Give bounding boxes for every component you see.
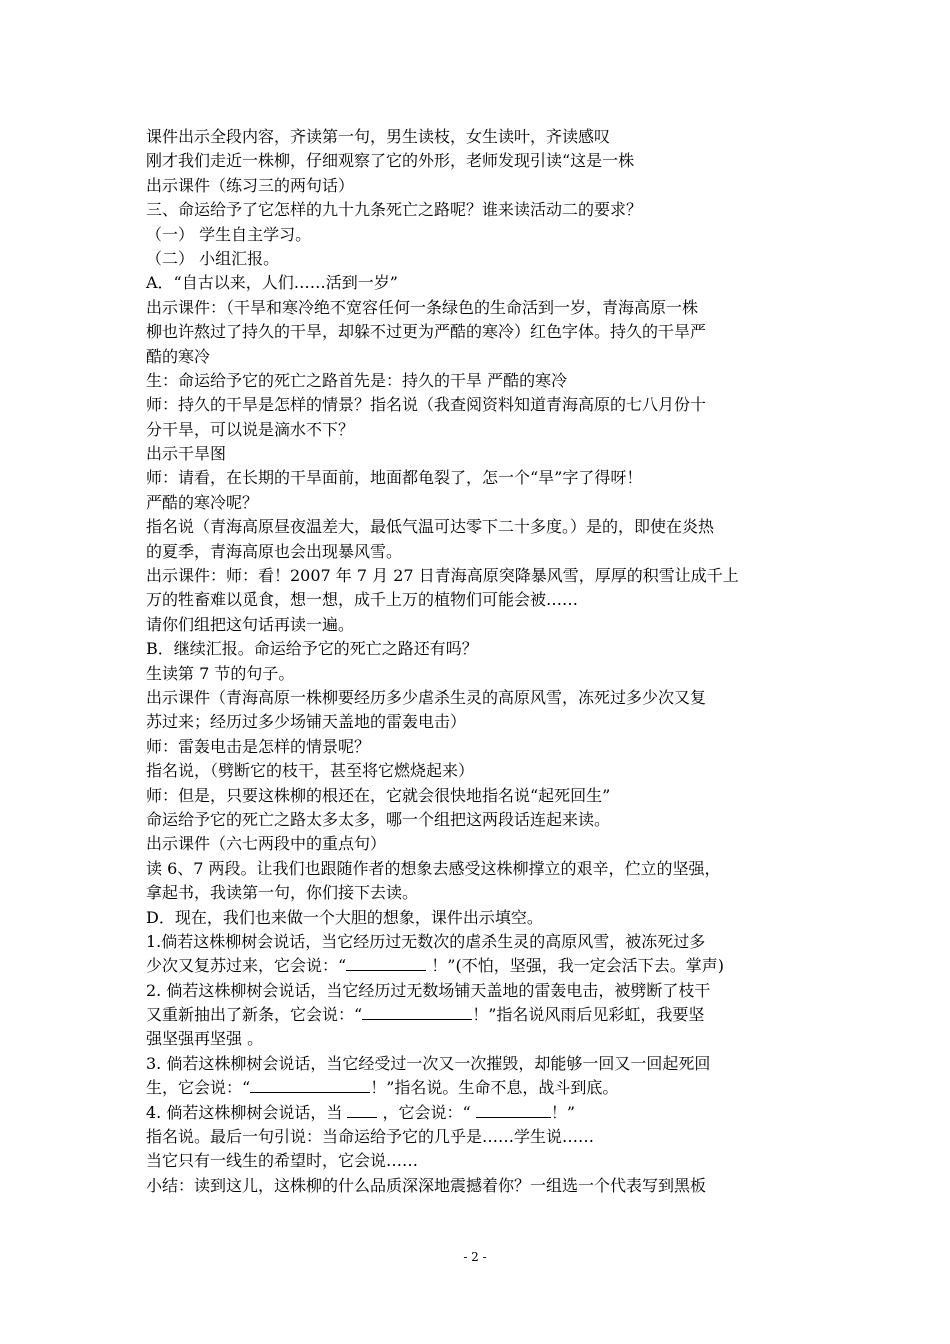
fill-in-line-1 <box>146 954 814 978</box>
text-line: 师：雷轰电击是怎样的情景呢？ <box>146 736 371 756</box>
fill-text: ！”指名说。生命不息，战斗到底。 <box>370 1078 619 1098</box>
text-line: 刚才我们走近一株柳，仔细观察了它的外形，老师发现引读“这是一株 <box>146 151 635 171</box>
text-line: 强坚强再坚强 。 <box>146 1029 264 1049</box>
text-line: 请你们组把这句话再读一遍。 <box>146 614 355 634</box>
text-line: 师：请看，在长期的干旱面前，地面都龟裂了，怎一个“旱”字了得呀！ <box>146 468 643 488</box>
text-line: 柳也许熬过了持久的干旱，却躲不过更为严酷的寒冷）红色字体。持久的干旱严 <box>146 322 707 342</box>
text-line: 3. 倘若这株柳树会说话，当它经受过一次又一次摧毁，却能够一回又一回起死回 <box>146 1053 711 1073</box>
answer-blank-4a <box>347 1101 377 1118</box>
text-line: 出示课件（六七两段中的重点句） <box>146 834 387 854</box>
text-line: 三、命运给予了它怎样的九十九条死亡之路呢？谁来读活动二的要求？ <box>146 200 643 220</box>
fill-text: ！”指名说风雨后见彩虹，我要坚 <box>472 1005 705 1025</box>
text-line: 师：但是，只要这株柳的根还在，它就会很快地指名说“起死回生” <box>146 785 611 805</box>
text-line: 出示干旱图 <box>146 444 227 464</box>
fill-text: ！” <box>550 1102 575 1122</box>
text-line: 分干旱，可以说是滴水不下？ <box>146 419 355 439</box>
text-line: 小结：读到这儿，这株柳的什么品质深深地震撼着你？一组选一个代表写到黑板 <box>146 1175 707 1195</box>
text-line: 的夏季，青海高原也会出现暴风雪。 <box>146 541 403 561</box>
text-line: （一） 学生自主学习。 <box>146 224 312 244</box>
text-line: 指名说。最后一句引说：当命运给予它的几乎是……学生说…… <box>146 1127 595 1147</box>
fill-text: 4. 倘若这株柳树会说话，当 <box>146 1102 348 1122</box>
answer-blank-3 <box>250 1076 370 1093</box>
fill-text: ，它会说：“ <box>377 1102 476 1122</box>
fill-text: ！”(不怕，坚强，我一定会活下去。掌声) <box>426 956 724 976</box>
text-line: 当它只有一线生的希望时，它会说…… <box>146 1151 419 1171</box>
fill-text: 生，它会说：“ <box>146 1078 251 1098</box>
text-line: 生读第 7 节的句子。 <box>146 663 295 683</box>
text-line: 酷的寒冷 <box>146 346 211 366</box>
fill-in-line-3 <box>146 1076 814 1100</box>
text-line: D．现在，我们也来做一个大胆的想象，课件出示填空。 <box>146 907 543 927</box>
document-body <box>146 125 814 1198</box>
text-line: B．继续汇报。命运给予它的死亡之路还有吗？ <box>146 639 478 659</box>
text-line: 2. 倘若这株柳树会说话，当它经历过无数场铺天盖地的雷轰电击，被劈断了枝干 <box>146 980 711 1000</box>
text-line: 1.倘若这株柳树会说话，当它经历过无数次的虐杀生灵的高原风雪，被冻死过多 <box>146 931 706 951</box>
text-line: 命运给予它的死亡之路太多太多，哪一个组把这两段话连起来读。 <box>146 809 611 829</box>
text-line: 苏过来；经历过多少场铺天盖地的雷轰电击） <box>146 712 467 732</box>
fill-in-line-2 <box>146 1003 814 1027</box>
answer-blank-4b <box>476 1101 551 1118</box>
fill-in-line-4 <box>146 1101 814 1125</box>
text-line: 指名说（青海高原昼夜温差大，最低气温可达零下二十多度。）是的，即使在炎热 <box>146 517 715 537</box>
page-number: - 2 - <box>463 1250 487 1264</box>
text-line: 万的牲畜难以觅食，想一想，成千上万的植物们可能会被…… <box>146 590 579 610</box>
fill-text: 又重新抽出了新条，它会说：“ <box>146 1005 363 1025</box>
text-line: 出示课件：（干旱和寒冷绝不宽容任何一条绿色的生命活到一岁，青海高原一株 <box>146 297 699 317</box>
text-line: 出示课件（青海高原一株柳要经历多少虐杀生灵的高原风雪，冻死过多少次又复 <box>146 687 707 707</box>
answer-blank-2 <box>362 1003 472 1020</box>
text-line: 指名说，（劈断它的枝干，甚至将它燃烧起来） <box>146 761 475 781</box>
text-line: 拿起书，我读第一句，你们接下去读。 <box>146 883 419 903</box>
text-line: 严酷的寒冷呢？ <box>146 492 259 512</box>
text-line: 生：命运给予它的死亡之路首先是：持久的干旱 严酷的寒冷 <box>146 370 568 390</box>
text-line: A．“自古以来，人们……活到一岁” <box>146 273 398 293</box>
answer-blank-1 <box>346 954 426 971</box>
text-line: 读 6、7 两段。让我们也跟随作者的想象去感受这株柳撑立的艰辛，伫立的坚强， <box>146 858 721 878</box>
fill-text: 少次又复苏过来，它会说：“ <box>146 956 347 976</box>
text-line: 师：持久的干旱是怎样的情景？指名说（我查阅资料知道青海高原的七八月份十 <box>146 395 707 415</box>
text-line: 出示课件（练习三的两句话） <box>146 175 355 195</box>
text-line: 课件出示全段内容，齐读第一句，男生读枝，女生读叶，齐读感叹 <box>146 127 611 146</box>
text-line: （二） 小组汇报。 <box>146 248 280 268</box>
text-line: 出示课件：师：看！2007 年 7 月 27 日青海高原突降暴风雪，厚厚的积雪让成千上 <box>146 566 739 586</box>
